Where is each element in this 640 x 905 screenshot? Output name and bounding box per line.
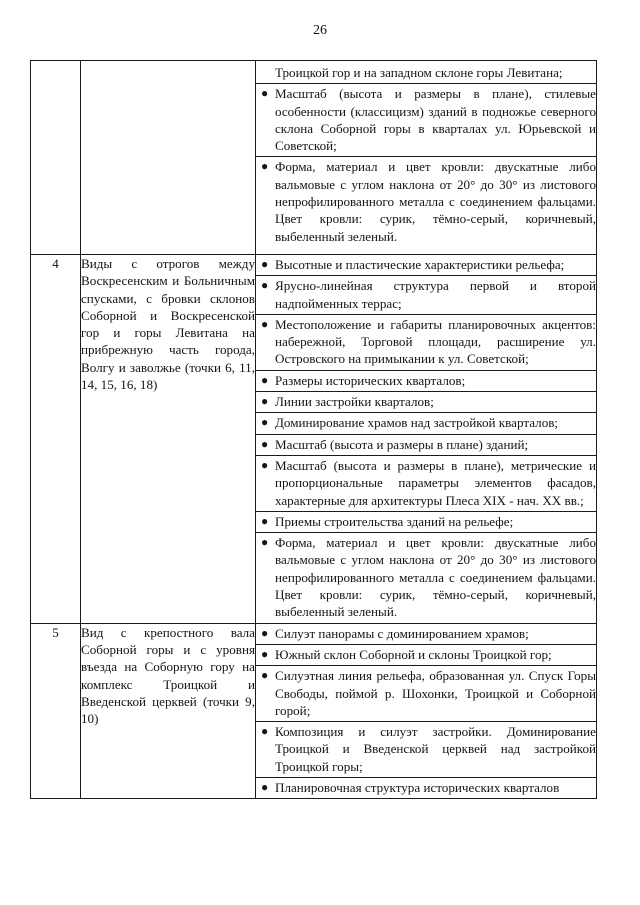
regulation-item <box>256 645 596 666</box>
regulation-item <box>256 624 596 645</box>
bullet-icon: ● <box>261 668 269 683</box>
view-description <box>81 255 256 624</box>
regulation-item <box>256 276 596 315</box>
view-description <box>81 623 256 799</box>
page-number: 26 <box>313 23 327 38</box>
regulation-item <box>256 255 596 276</box>
bullet-icon: ● <box>261 780 269 795</box>
bullet-icon: ● <box>261 394 269 409</box>
regulation-text: Линии застройки кварталов; <box>275 394 434 410</box>
bullet-icon: ● <box>261 415 269 430</box>
table-row <box>31 61 597 255</box>
regulation-text: Ярусно-линейная структура первой и второй надпойменных террас; <box>275 278 596 311</box>
regulation-text: Планировочная структура исторических кварталов <box>275 780 560 796</box>
regulation-text: Южный склон Соборной и склоны Троицкой гор; <box>275 646 552 662</box>
bullet-icon: ● <box>261 724 269 739</box>
regulation-text: Высотные и пластические характеристики рельефа; <box>275 257 565 272</box>
bullet-icon: ● <box>261 513 269 528</box>
table-row <box>31 255 597 624</box>
regulations-cell <box>256 255 597 624</box>
regulation-item <box>256 778 596 798</box>
regulations-cell <box>256 623 597 799</box>
regulation-text: Приемы строительства зданий на рельефе; <box>275 513 514 529</box>
bullet-icon: ● <box>261 257 269 271</box>
bullet-icon: ● <box>261 86 269 101</box>
regulation-item <box>256 371 596 392</box>
bullet-icon: ● <box>261 646 269 661</box>
regulation-item <box>256 722 596 778</box>
regulation-item <box>256 157 596 246</box>
regulations-cell <box>256 61 597 255</box>
bullet-icon: ● <box>261 159 269 174</box>
regulation-text: Масштаб (высота и размеры в плане), метрические и пропорциональные параметры элементов фасадов, характерные для архитектуры Плеса XIX - нач. XX вв.; <box>275 457 596 508</box>
bullet-icon: ● <box>261 535 269 550</box>
regulation-item <box>256 533 596 622</box>
view-text: Вид с крепостного вала Соборной горы и с уровня въезда на Соборную гору на комплекс Троицкой и Введенской церквей (точки 9, 10) <box>81 624 255 727</box>
regulation-item <box>256 666 596 722</box>
regulation-text: Композиция и силуэт застройки. Доминирование Троицкой и Введенской церквей над застройкой Троицкой горы; <box>275 724 596 774</box>
regulation-text: Силуэт панорамы с доминированием храмов; <box>275 625 529 641</box>
regulations-table <box>30 60 597 799</box>
bullet-icon: ● <box>261 625 269 640</box>
regulation-text: Масштаб (высота и размеры в плане), стилевые особенности (классицизм) зданий в подножье северного склона Соборной горы в кварталах ул. Юрьевской и Советской; <box>275 86 596 154</box>
regulation-item <box>256 392 596 413</box>
regulation-text: Форма, материал и цвет кровли: двускатные либо вальмовые с углом наклона от 20° до 30° из листового непрофилированного металла с соединением фальцами. Цвет кровли: сурик, тёмно-серый, коричневый, выбеленный зеленый. <box>275 535 596 620</box>
table-row <box>31 623 597 799</box>
view-text: Виды с отрогов между Воскресенским и Больничным спусками, с бровки склонов Соборной и Воскресенской гор и горы Левитана на прибрежную часть города, Волгу и заволжье (точки 6, 11, 14, 15, 16, 18) <box>81 256 255 393</box>
row-number <box>31 61 81 255</box>
view-description <box>81 61 256 255</box>
row-number: 4 <box>31 255 81 624</box>
row-number: 5 <box>31 623 81 799</box>
regulation-item <box>256 61 596 84</box>
regulation-item <box>256 435 596 456</box>
regulation-item <box>256 413 596 434</box>
regulation-item <box>256 84 596 157</box>
regulation-text: Масштаб (высота и размеры в плане) зданий; <box>275 436 529 452</box>
regulation-item <box>256 315 596 371</box>
bullet-icon: ● <box>261 372 269 387</box>
regulation-text: Силуэтная линия рельефа, образованная ул. Спуск Горы Свободы, поймой р. Шохонки, Троицкой и Соборной горой; <box>275 668 596 718</box>
regulation-text: Доминирование храмов над застройкой кварталов; <box>275 415 559 431</box>
bullet-icon: ● <box>261 316 269 331</box>
bullet-icon: ● <box>261 457 269 472</box>
regulation-item <box>256 512 596 533</box>
regulation-text: Форма, материал и цвет кровли: двускатные либо вальмовые с углом наклона от 20° до 30° из листового непрофилированного металла с соединением фальцами. Цвет кровли: сурик, тёмно-серый, коричневый, выбеленный зеленый. <box>275 159 596 244</box>
regulation-text: Троицкой гор и на западном склоне горы Левитана; <box>275 65 563 80</box>
regulation-text: Местоположение и габариты планировочных акцентов: набережной, Торговой площади, расширение ул. Островского на примыкании к ул. Советской; <box>275 316 596 367</box>
bullet-icon: ● <box>261 436 269 451</box>
regulation-text: Размеры исторических кварталов; <box>275 372 466 388</box>
regulation-item <box>256 456 596 512</box>
bullet-icon: ● <box>261 278 269 293</box>
